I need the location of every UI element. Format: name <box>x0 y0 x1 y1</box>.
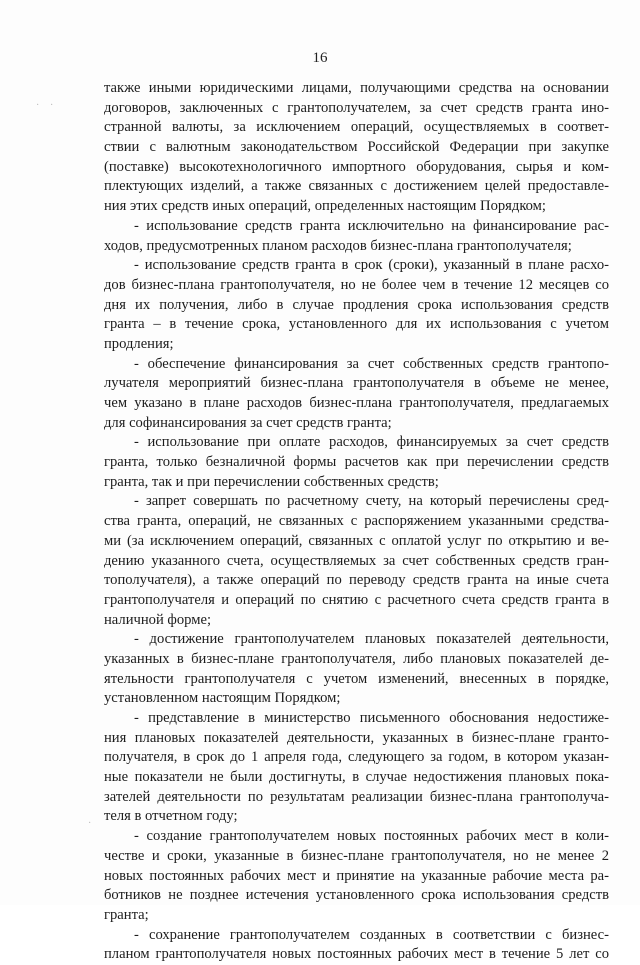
scan-speck: · <box>88 818 92 829</box>
text-line: новых постоянных рабочих мест и принятие на указанные рабочие места ра- <box>104 867 609 884</box>
text-line: получателя, в срок до 1 апреля года, следующего за годом, в котором указан- <box>104 749 609 766</box>
text-line: зателей деятельности по результатам реализации бизнес-плана грантополуча- <box>104 788 609 805</box>
text-line: странной валюты, за исключением операций, осуществляемых в соответ- <box>104 119 609 136</box>
text-line: - сохранение грантополучателем созданных в соответствии с бизнес- <box>134 926 609 943</box>
body-text <box>104 79 609 965</box>
text-line: планом грантополучателя новых постоянных рабочих мест в течение 5 лет со <box>104 946 609 963</box>
text-line: для софинансирования за счет средств гранта; <box>104 414 392 431</box>
page-number: 16 <box>312 50 328 66</box>
text-line: - использование при оплате расходов, финансируемых за счет средств <box>134 434 609 451</box>
text-line: установленном настоящим Порядком; <box>104 690 341 707</box>
text-line: плектующих изделий, а также связанных с достижением целей предоставле- <box>104 178 609 195</box>
text-line: - представление в министерство письменного обоснования недостиже- <box>134 710 609 726</box>
text-line: грантополучателя и операций по снятию с расчетного счета средств гранта в <box>104 591 609 608</box>
text-line: гранта, только безналичной формы расчетов как при перечислении средств <box>104 454 609 471</box>
text-line: честве и сроки, указанные в бизнес-плане грантополучателя, но не менее 2 <box>104 847 609 864</box>
scan-speck: · <box>36 100 40 111</box>
text-line: дня их получения, либо в случае продления срока использования средств <box>104 296 609 313</box>
text-line: также иными юридическими лицами, получающими средства на основании <box>104 80 609 96</box>
text-line: ствии с валютным законодательством Российской Федерации при закупке <box>104 139 609 156</box>
text-line: теля в отчетном году; <box>104 808 238 825</box>
text-line: ботников не позднее истечения установленного срока использования средств <box>104 887 609 904</box>
text-line: продления; <box>104 335 174 352</box>
text-line: - использование средств гранта исключительно на финансирование рас- <box>134 217 609 234</box>
text-line: дов бизнес-плана грантополучателя, но не более чем в течение 12 месяцев со <box>104 276 609 293</box>
text-line: дению указанного счета, осуществляемых за счет собственных средств гран- <box>104 552 609 569</box>
text-line: ные показатели не были достигнуты, в случае недостижения плановых пока- <box>104 769 609 786</box>
text-line: чем указано в плане расходов бизнес-плана грантополучателя, предлагаемых <box>104 395 609 411</box>
text-line: - создание грантополучателем новых постоянных рабочих мест в коли- <box>134 828 609 845</box>
text-line: тополучателя), а также операций по переводу средств гранта на иные счета <box>104 572 609 589</box>
text-line: гранта, так и при перечислении собственных средств; <box>104 473 439 490</box>
scan-speck: · <box>50 100 54 111</box>
text-line: ния этих средств иных операций, определенных настоящим Порядком; <box>104 198 546 215</box>
text-line: ходов, предусмотренных планом расходов бизнес-плана грантополучателя; <box>104 237 572 254</box>
text-line: лучателя мероприятий бизнес-плана грантополучателя в объеме не менее, <box>104 375 609 392</box>
text-line: ятельности грантополучателя с учетом изменений, внесенных в порядке, <box>104 670 609 687</box>
text-line: ми (за исключением операций, связанных с оплатой услуг по открытию и ве- <box>104 532 609 549</box>
text-line: гранта – в течение срока, установленного для их использования с учетом <box>104 316 609 333</box>
text-line: договоров, заключенных с грантополучателем, за счет средств гранта ино- <box>104 99 609 116</box>
text-line: (поставке) высокотехнологичного импортного оборудования, сырья и ком- <box>104 158 609 175</box>
text-line: ния плановых показателей деятельности, указанных в бизнес-плане гранто- <box>104 729 609 746</box>
text-line: гранта; <box>104 906 149 923</box>
text-line: - запрет совершать по расчетному счету, на который перечислены сред- <box>134 493 609 510</box>
text-line: - использование средств гранта в срок (сроки), указанный в плане расхо- <box>134 257 609 274</box>
text-line: указанных в бизнес-плане грантополучателя, либо плановых показателей де- <box>104 650 609 667</box>
text-line: - достижение грантополучателем плановых показателей деятельности, <box>134 631 609 648</box>
text-line: ства гранта, операций, не связанных с распоряжением указанными средства- <box>104 513 609 530</box>
text-line: наличной форме; <box>104 611 212 628</box>
text-line: - обеспечение финансирования за счет собственных средств грантопо- <box>134 355 609 372</box>
